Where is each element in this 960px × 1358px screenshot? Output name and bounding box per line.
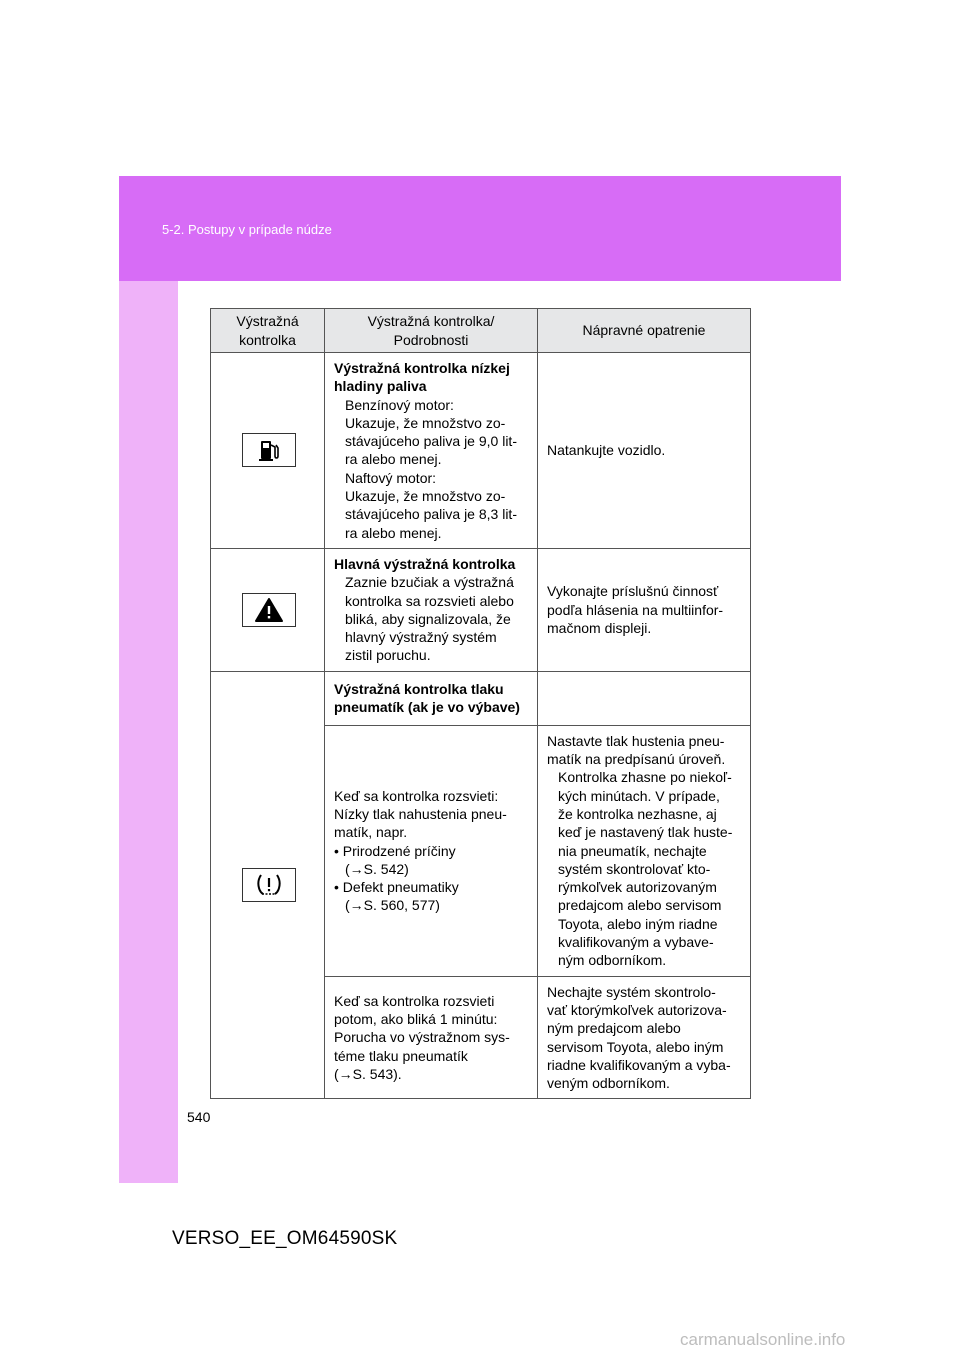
tire-case2-action-line: vať ktorýmkoľvek autorizova- — [547, 1001, 727, 1018]
fuel-icon-cell — [211, 353, 325, 549]
table-row-fuel — [211, 353, 751, 549]
tire-case1-action-line: rýmkoľvek autorizovaným — [558, 879, 717, 896]
tire-case2-action-line: riadne kvalifikovaným a vyba- — [547, 1056, 731, 1073]
fuel-pump-icon — [242, 433, 296, 467]
watermark: carmanualsonline.info — [680, 1330, 846, 1349]
master-title: Hlavná výstražná kontrolka — [334, 555, 516, 572]
tire-case1-action-line: predajcom alebo servisom — [558, 897, 722, 914]
document-code: VERSO_EE_OM64590SK — [172, 1228, 398, 1249]
master-line: Zaznie bzučiak a výstražná — [345, 574, 514, 591]
tire-case1-ref: (→S. 560, 577) — [345, 897, 440, 914]
tire-case1-action-line: Nastavte tlak hustenia pneu- — [547, 732, 725, 749]
master-line: hlavný výstražný systém — [345, 629, 497, 646]
master-details — [325, 548, 538, 671]
table-row-tire-title — [211, 671, 751, 725]
fuel-line: Ukazuje, že množstvo zo- — [345, 414, 506, 431]
side-band — [119, 281, 178, 1183]
tire-case1-line: Nízky tlak nahustenia pneu- — [334, 805, 507, 822]
col-header-action: Nápravné opatrenie — [538, 309, 751, 353]
master-icon-cell — [211, 548, 325, 671]
tire-title-line: pneumatík (ak je vo výbave) — [334, 699, 520, 716]
master-action-line: mačnom displeji. — [547, 620, 652, 636]
master-action — [538, 548, 751, 671]
master-action-line: Vykonajte príslušnú činnosť — [547, 583, 719, 600]
tire-case2-action-line: veným odborníkom. — [547, 1075, 670, 1092]
table-row-master — [211, 548, 751, 671]
master-line: zistil poruchu. — [345, 647, 431, 664]
col-header-details: Výstražná kontrolka/ Podrobnosti — [325, 309, 538, 353]
tire-case2-line: potom, ako bliká 1 minútu: — [334, 1011, 498, 1028]
tire-pressure-icon — [242, 868, 296, 902]
tire-case2-line: téme tlaku pneumatík — [334, 1047, 468, 1064]
tire-case1-action-line: kvalifikovaným a vybave- — [558, 934, 714, 951]
master-line: bliká, aby signalizovala, že — [345, 610, 511, 627]
tire-case1-action — [538, 725, 751, 976]
fuel-details — [325, 353, 538, 549]
master-line: kontrolka sa rozsvieti alebo — [345, 592, 514, 609]
fuel-line: stávajúceho paliva je 9,0 lit- — [345, 433, 517, 450]
page-number: 540 — [187, 1109, 211, 1125]
tire-case1-action-line: matík na predpísanú úroveň. — [547, 751, 726, 768]
warning-lights-table — [210, 308, 751, 1099]
tire-case2-action-line: servisom Toyota, alebo iným — [547, 1038, 724, 1055]
tire-case1-details — [325, 725, 538, 976]
master-warning-icon — [242, 593, 296, 627]
fuel-action: Natankujte vozidlo. — [538, 353, 751, 549]
tire-case1-action-line: že kontrolka nezhasne, aj — [558, 805, 717, 822]
tire-case2-line: (→S. 543). — [334, 1065, 402, 1082]
tire-case1-ref: (→S. 542) — [345, 860, 409, 877]
tire-icon-cell — [211, 671, 325, 1099]
tire-case2-action-line: ným predajcom alebo — [547, 1020, 681, 1037]
tire-case1-action-line: nia pneumatík, nechajte — [558, 842, 707, 859]
fuel-line: ra alebo menej. — [345, 451, 442, 468]
tire-case2-action — [538, 976, 751, 1099]
tire-case1-bullet: • Defekt pneumatiky — [334, 879, 459, 896]
tire-title — [325, 671, 538, 725]
col-header-light: Výstražná kontrolka — [211, 309, 325, 353]
fuel-title: Výstražná kontrolka nízkej hladiny paliva — [334, 360, 510, 395]
tire-case2-details — [325, 976, 538, 1099]
fuel-line: Naftový motor: — [345, 469, 437, 486]
tire-case1-action-line: ným odborníkom. — [558, 952, 667, 969]
tire-case1-action-line: keď je nastavený tlak huste- — [558, 824, 733, 841]
tire-case1-action-line: kých minútach. V prípade, — [558, 787, 720, 804]
fuel-line: stávajúceho paliva je 8,3 lit- — [345, 506, 517, 523]
table-header-row — [211, 309, 751, 353]
fuel-line: Ukazuje, že množstvo zo- — [345, 488, 506, 505]
tire-case1-action-line: Toyota, alebo iným riadne — [558, 915, 718, 932]
tire-title-line: Výstražná kontrolka tlaku — [334, 680, 504, 697]
tire-case1-line: matík, napr. — [334, 824, 408, 841]
tire-case2-line: Porucha vo výstražnom sys- — [334, 1029, 510, 1046]
tire-case1-line: Keď sa kontrolka rozsvieti: — [334, 787, 499, 804]
tire-case1-action-line: Kontrolka zhasne po niekoľ- — [558, 769, 732, 786]
tire-title-empty — [538, 671, 751, 725]
tire-case1-bullet: • Prirodzené príčiny — [334, 842, 456, 859]
master-action-line: podľa hlásenia na multiinfor- — [547, 601, 724, 618]
tire-case2-line: Keď sa kontrolka rozsvieti — [334, 992, 495, 1009]
section-title: 5-2. Postupy v prípade núdze — [162, 222, 332, 237]
tire-case1-action-line: systém skontrolovať kto- — [558, 860, 711, 877]
fuel-line: Benzínový motor: — [345, 396, 454, 413]
tire-case2-action-line: Nechajte systém skontrolo- — [547, 983, 716, 1000]
fuel-line: ra alebo menej. — [345, 524, 442, 541]
